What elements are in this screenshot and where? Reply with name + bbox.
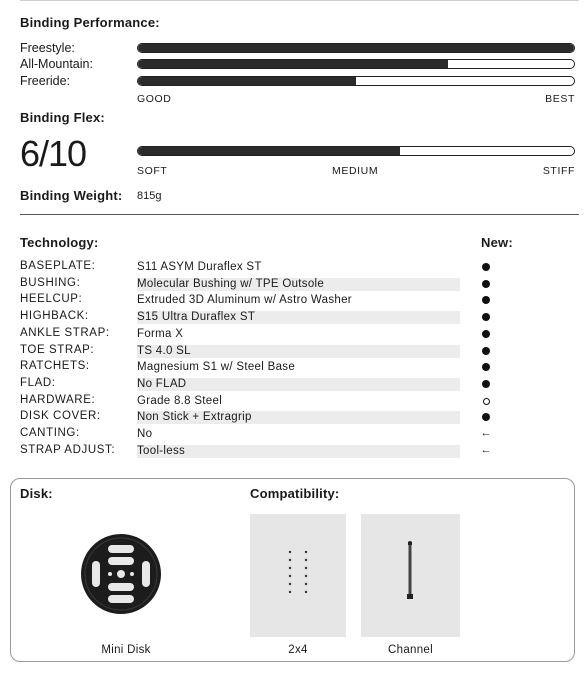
new-column-header: New:: [481, 235, 513, 250]
tech-row-label: TOE STRAP:: [20, 343, 95, 356]
new-ring-icon: [480, 396, 492, 408]
tech-row-label: RATCHETS:: [20, 360, 90, 373]
section-divider: [20, 214, 579, 215]
tech-row-label: CANTING:: [20, 427, 80, 439]
technology-title: Technology:: [20, 235, 99, 250]
tech-row-value: TS 4.0 SL: [137, 345, 460, 358]
weight-title: Binding Weight:: [20, 188, 123, 203]
tech-row-label: BUSHING:: [20, 276, 81, 289]
tech-row-label: ANKLE STRAP:: [20, 326, 110, 339]
mini-disk-icon: [80, 533, 162, 615]
tech-row-value: No FLAD: [137, 378, 460, 391]
flex-value: 6/10: [20, 133, 87, 174]
flex-title: Binding Flex:: [20, 110, 105, 125]
new-dot-icon: [480, 262, 492, 274]
all-mountain-bar: [137, 59, 575, 69]
tech-row-value: Magnesium S1 w/ Steel Base: [137, 361, 296, 374]
freestyle-bar: [137, 43, 575, 53]
arrow-left-icon: ←: [480, 443, 492, 456]
tech-row-label: BASEPLATE:: [20, 260, 96, 272]
disk-caption: Mini Disk: [101, 644, 151, 656]
tech-row-value: Extruded 3D Aluminum w/ Astro Washer: [137, 294, 352, 307]
compat-tile-channel: [361, 514, 460, 637]
flex-bar: [137, 146, 575, 156]
tech-row-value: Forma X: [137, 327, 184, 340]
top-divider: [20, 0, 579, 1]
freeride-bar-fill: [138, 77, 356, 85]
freestyle-label: Freestyle:: [20, 41, 75, 55]
performance-scale-low: GOOD: [137, 93, 172, 105]
new-dot-icon: [480, 379, 492, 391]
new-dot-icon: [480, 346, 492, 358]
arrow-left-icon: ←: [480, 427, 492, 439]
compat-caption-2x4: 2x4: [288, 644, 308, 656]
tech-row-value: S11 ASYM Duraflex ST: [137, 261, 262, 273]
compat-tile-2x4: [250, 514, 346, 637]
new-dot-icon: [480, 279, 492, 291]
flex-scale-mid: MEDIUM: [332, 165, 379, 177]
new-dot-icon: [480, 295, 492, 307]
tech-row-value: Tool-less: [137, 445, 460, 458]
new-dot-icon: [480, 412, 492, 424]
compatibility-title: Compatibility:: [250, 486, 340, 501]
freestyle-bar-fill: [138, 44, 574, 52]
flex-bar-fill: [138, 147, 400, 155]
flex-scale-high: STIFF: [542, 165, 575, 177]
channel-mount-icon: [361, 514, 460, 637]
flex-scale-low: SOFT: [137, 165, 168, 177]
tech-row-label: DISK COVER:: [20, 410, 101, 423]
tech-row-label: STRAP ADJUST:: [20, 443, 116, 456]
compat-caption-channel: Channel: [388, 644, 433, 656]
tech-row-label: HEELCUP:: [20, 293, 83, 306]
tech-row-label: FLAD:: [20, 376, 56, 389]
weight-value: 815g: [137, 190, 162, 202]
freeride-bar: [137, 76, 575, 86]
all-mountain-label: All-Mountain:: [20, 57, 93, 71]
disk-title: Disk:: [20, 486, 53, 501]
new-dot-icon: [480, 362, 492, 374]
tech-row-label: HIGHBACK:: [20, 310, 89, 323]
performance-scale-high: BEST: [545, 93, 575, 105]
tech-row-value: S15 Ultra Duraflex ST: [137, 311, 460, 324]
2x4-hole-pattern-icon: [250, 514, 346, 637]
tech-row-value: Grade 8.8 Steel: [137, 394, 223, 407]
tech-row-value: Non Stick + Extragrip: [137, 411, 460, 424]
new-dot-icon: [480, 312, 492, 324]
tech-row-value: Molecular Bushing w/ TPE Outsole: [137, 278, 460, 291]
performance-title: Binding Performance:: [20, 15, 160, 30]
all-mountain-bar-fill: [138, 60, 448, 68]
tech-row-label: HARDWARE:: [20, 393, 96, 406]
tech-row-value: No: [137, 428, 153, 440]
new-dot-icon: [480, 329, 492, 341]
freeride-label: Freeride:: [20, 74, 71, 88]
